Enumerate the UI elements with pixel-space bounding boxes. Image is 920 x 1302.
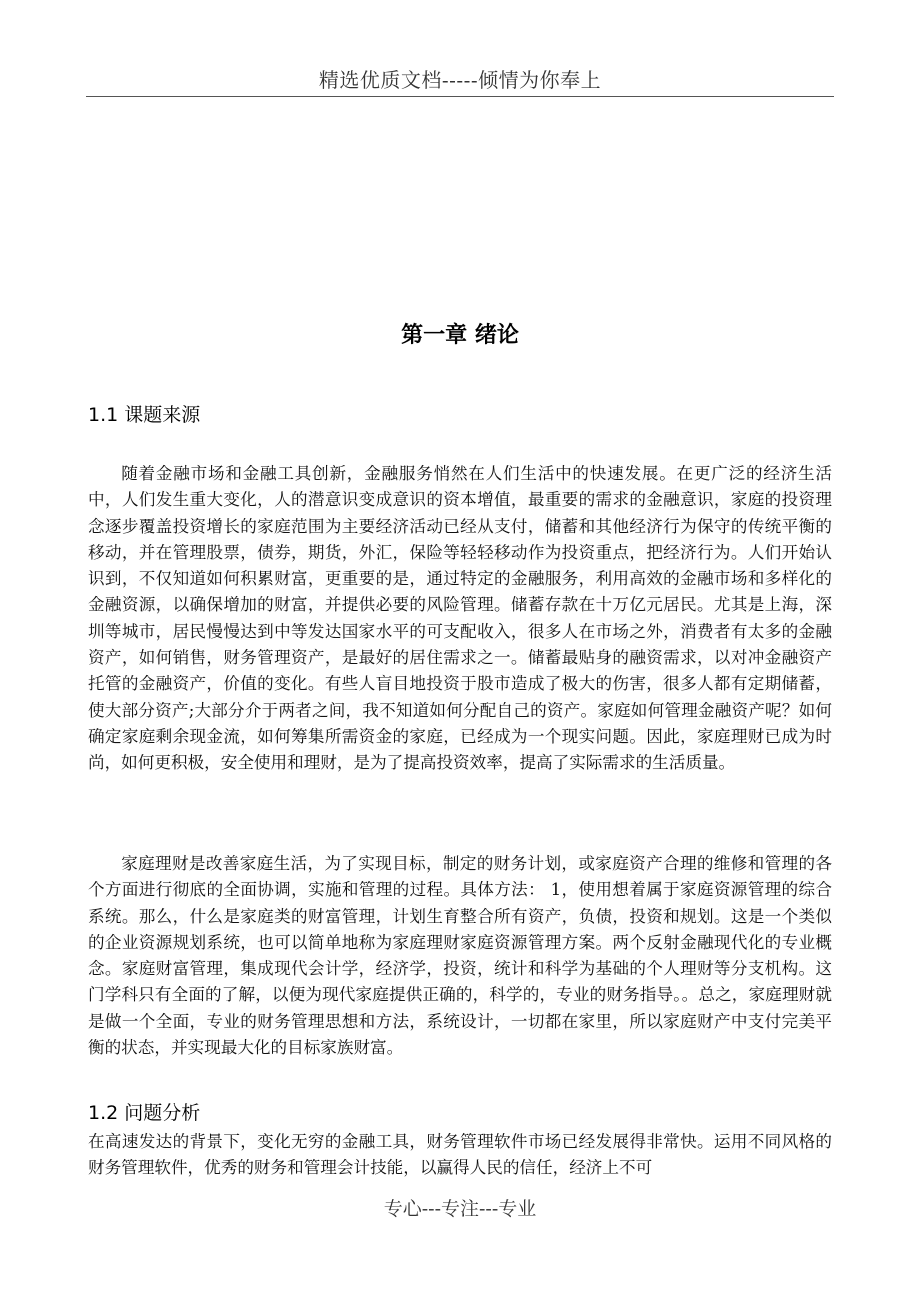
section-heading-1-1: 1.1 课题来源 <box>88 404 201 426</box>
page-footer: 专心---专注---专业 <box>383 1198 537 1220</box>
paragraph: 家庭理财是改善家庭生活，为了实现目标，制定的财务计划，或家庭资产合理的维修和管理的各个方面进行彻底的全面协调，实施和管理的过程。具体方法： 1，使用想着属于家庭资源管理的综合系统。那么，什么是家庭类的财富管理，计划生育整合所有资产，负债，投资和规划。这是一个类似的企业资源规划系统，也可以简单地称为家庭理财家庭资源管理方案。两个反射金融现代化的专业概念。家庭财富管理，集成现代会计学，经济学，投资，统计和科学为基础的个人理财等分支机构。这门学科只有全面的了解，以便为现代家庭提供正确的，科学的，专业的财务指导。。总之，家庭理财就是做一个全面，专业的财务管理思想和方法，系统设计，一切都在家里，所以家庭财产中支付完美平衡的状态，并实现最大化的目标家族财富。 <box>88 854 832 1058</box>
paragraph: 在高速发达的背景下，变化无穷的金融工具，财务管理软件市场已经发展得非常快。运用不同风格的财务管理软件，优秀的财务和管理会计技能，以赢得人民的信任，经济上不可 <box>88 1132 832 1178</box>
paragraph: 随着金融市场和金融工具创新，金融服务悄然在人们生活中的快速发展。在更广泛的经济生活中，人们发生重大变化，人的潜意识变成意识的资本增值，最重要的需求的金融意识，家庭的投资理念逐步覆盖投资增长的家庭范围为主要经济活动已经从支付，储蓄和其他经济行为保守的传统平衡的移动，并在管理股票，债券，期货，外汇，保险等轻轻移动作为投资重点，把经济行为。人们开始认识到，不仅知道如何积累财富，更重要的是，通过特定的金融服务，利用高效的金融市场和多样化的金融资源，以确保增加的财富，并提供必要的风险管理。储蓄存款在十万亿元居民。尤其是上海，深圳等城市，居民慢慢达到中等发达国家水平的可支配收入，很多人在市场之外，消费者有太多的金融资产，如何销售，财务管理资产，是最好的居住需求之一。储蓄最贴身的融资需求，以对冲金融资产托管的金融资产，价值的变化。有些人盲目地投资于股市造成了极大的伤害，很多人都有定期储蓄，使大部分资产;大部分介于两者之间，我不知道如何分配自己的资产。家庭如何管理金融资产呢？如何确定家庭剩余现金流，如何筹集所需资金的家庭，已经成为一个现实问题。因此，家庭理财已成为时尚，如何更积极，安全使用和理财，是为了提高投资效率，提高了实际需求的生活质量。 <box>88 464 832 773</box>
section-heading-1-2: 1.2 问题分析 <box>88 1102 201 1124</box>
page-header: 精选优质文档-----倾情为你奉上 <box>86 66 834 97</box>
chapter-title: 第一章 绪论 <box>401 323 519 348</box>
